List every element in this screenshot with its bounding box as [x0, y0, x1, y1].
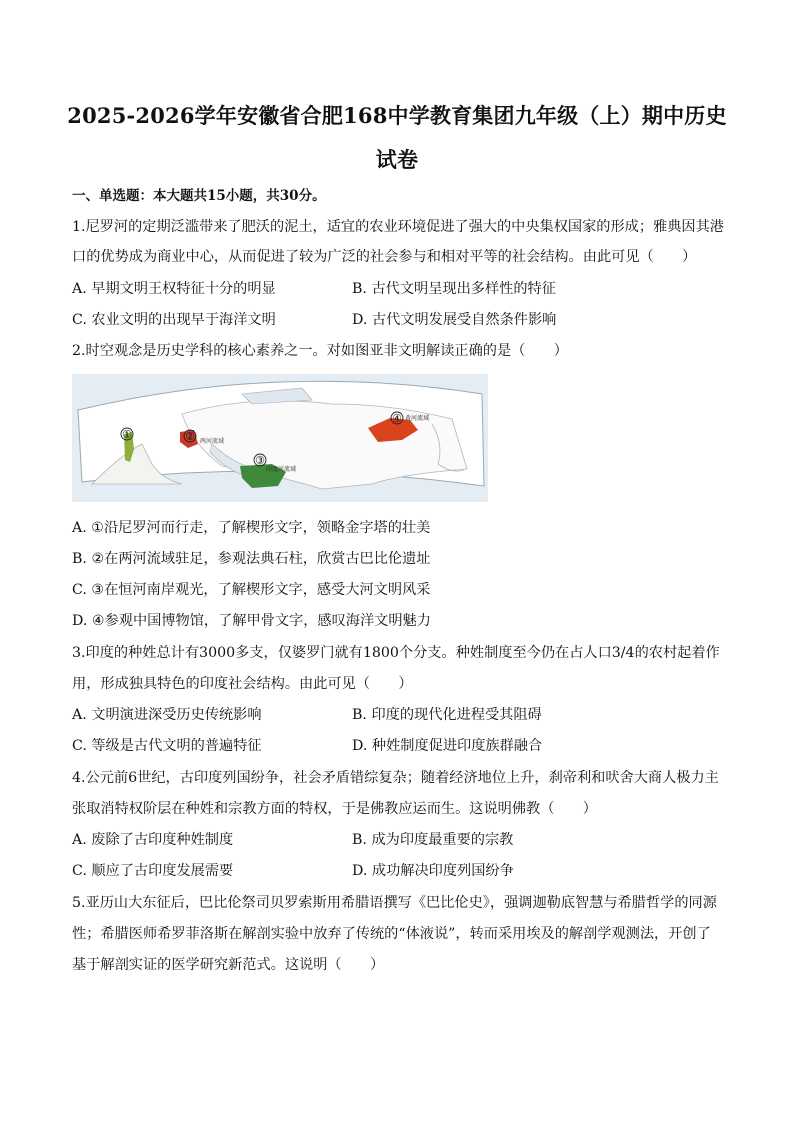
- q4-option-a: A. 废除了古印度种姓制度: [72, 832, 234, 848]
- q2-option-b: B. ②在两河流域驻足，参观法典石柱，欣赏古巴比伦遗址: [72, 551, 431, 567]
- q1-option-d: D. 古代文明发展受自然条件影响: [352, 312, 557, 328]
- afro-asian-civilizations-map: [72, 374, 488, 502]
- marker-2: ②: [185, 430, 195, 443]
- exam-title-line1: 2025-2026学年安徽省合肥168中学教育集团九年级（上）期中历史: [67, 103, 727, 128]
- q1-option-c: C. 农业文明的出现早于海洋文明: [72, 312, 276, 328]
- q1-option-b: B. 古代文明呈现出多样性的特征: [352, 281, 556, 297]
- q4-option-d: D. 成功解决印度列国纷争: [352, 863, 514, 879]
- q3-option-d: D. 种姓制度促进印度族群融合: [352, 738, 543, 754]
- q1-option-a: A. 早期文明王权特征十分的明显: [72, 281, 276, 297]
- q5-stem-line1: 5.亚历山大东征后，巴比伦祭司贝罗索斯用希腊语撰写《巴比伦史》，强调迦勒底智慧与希腊哲学的同源: [72, 895, 717, 911]
- section-heading: 一、单选题：本大题共15小题，共30分。: [72, 188, 326, 204]
- label-yellow-river: 黄河流域: [405, 415, 430, 422]
- q3-stem-line2: 用，形成独具特色的印度社会结构。由此可见（ ）: [72, 676, 413, 692]
- q4-option-b: B. 成为印度最重要的宗教: [352, 832, 514, 848]
- marker-3: ③: [255, 454, 265, 467]
- marker-4: ④: [392, 412, 402, 425]
- q4-option-c: C. 顺应了古印度发展需要: [72, 863, 234, 879]
- q3-option-a: A. 文明演进深受历史传统影响: [72, 707, 262, 723]
- q2-stem: 2.时空观念是历史学科的核心素养之一。对如图亚非文明解读正确的是（ ）: [72, 343, 568, 359]
- q3-stem-line1: 3.印度的种姓总计有3000多支，仅婆罗门就有1800个分支。种姓制度至今仍在占人口3/4的农村起着作: [72, 645, 720, 661]
- marker-1: ①: [122, 428, 132, 441]
- q4-stem-line2: 张取消特权阶层在种姓和宗教方面的特权，于是佛教应运而生。这说明佛教（ ）: [72, 801, 597, 817]
- q1-stem-line1: 1.尼罗河的定期泛滥带来了肥沃的泥土，适宜的农业环境促进了强大的中央集权国家的形成；雅典因其港: [72, 219, 724, 235]
- label-india: 印度河流域: [266, 466, 297, 473]
- q3-option-b: B. 印度的现代化进程受其阻碍: [352, 707, 542, 723]
- exam-title-line2: 试卷: [375, 147, 419, 172]
- q2-option-c: C. ③在恒河南岸观光，了解楔形文字，感受大河文明风采: [72, 582, 431, 598]
- q4-stem-line1: 4.公元前6世纪，古印度列国纷争，社会矛盾错综复杂；随着经济地位上升，刹帝利和吠舍大商人极力主: [72, 770, 719, 786]
- q1-stem-line2: 口的优势成为商业中心，从而促进了较为广泛的社会参与和相对平等的社会结构。由此可见（ ）: [72, 249, 697, 265]
- q3-option-c: C. 等级是古代文明的普遍特征: [72, 738, 262, 754]
- q2-option-a: A. ①沿尼罗河而行走，了解楔形文字，领略金字塔的壮美: [72, 520, 431, 536]
- q5-stem-line3: 基于解剖实证的医学研究新范式。这说明（ ）: [72, 957, 385, 973]
- q5-stem-line2: 性；希腊医师希罗菲洛斯在解剖实验中放弃了传统的“体液说”，转而采用埃及的解剖学观测法，开创了: [72, 926, 711, 942]
- label-mesopotamia: 两河流域: [200, 438, 225, 445]
- q2-option-d: D. ④参观中国博物馆，了解甲骨文字，感叹海洋文明魅力: [72, 613, 431, 629]
